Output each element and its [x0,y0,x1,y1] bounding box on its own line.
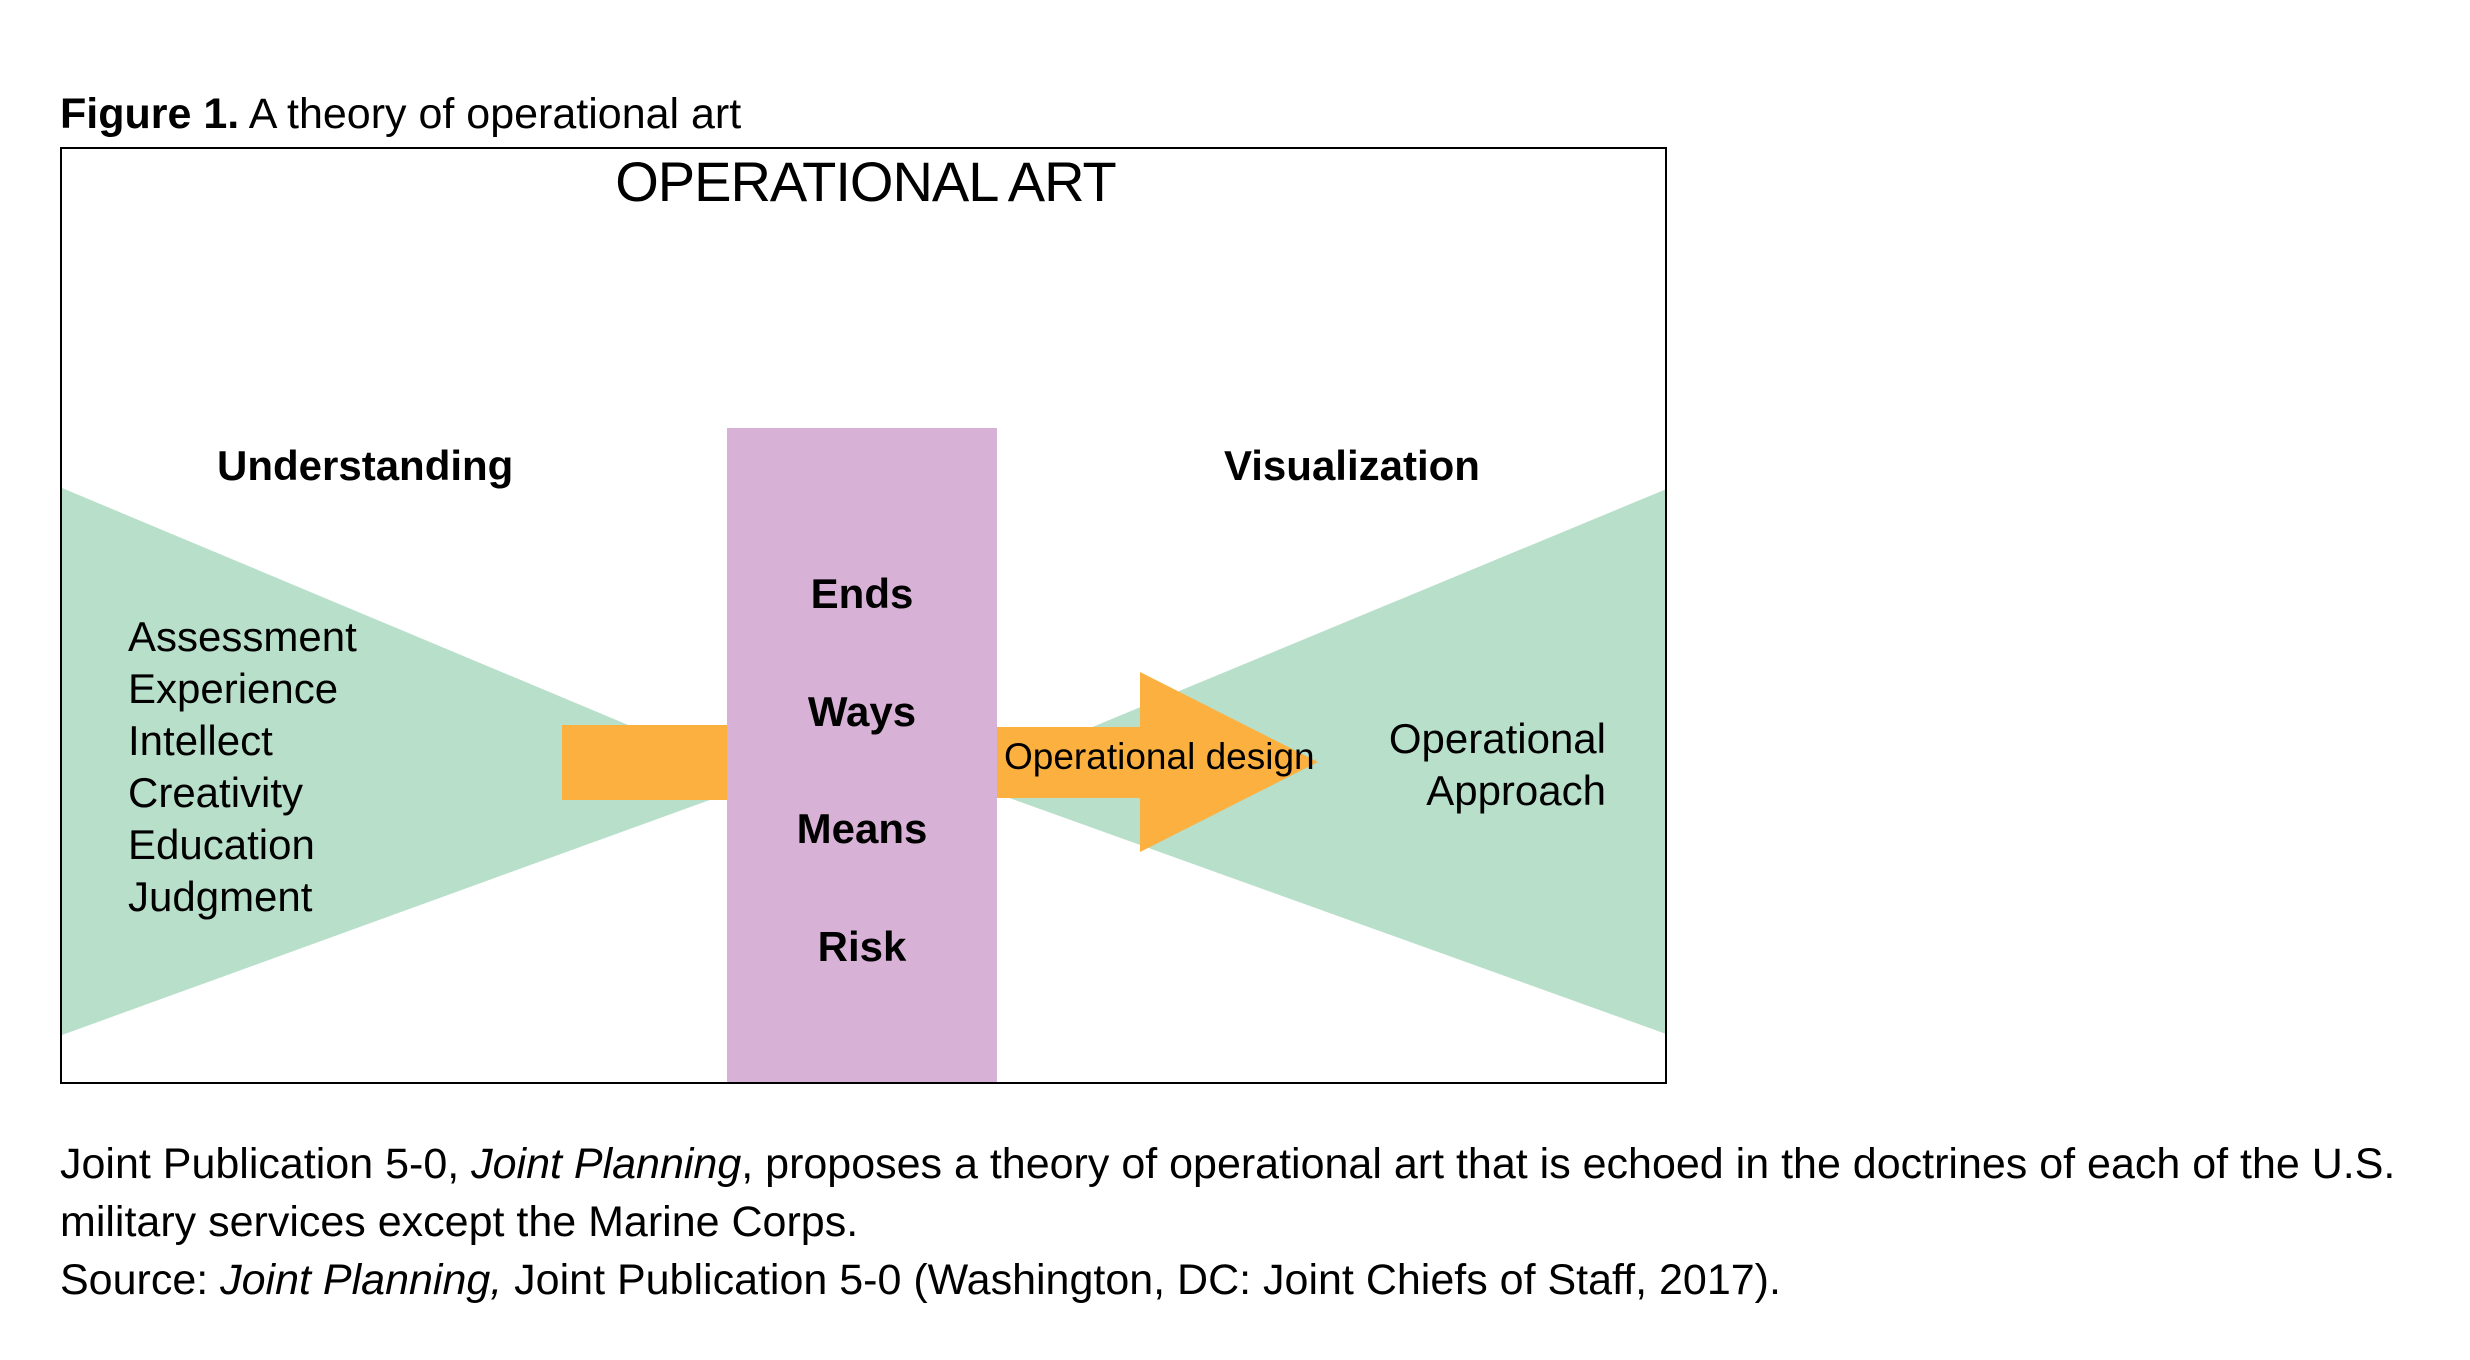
list-item: Assessment [128,613,357,660]
list-item: Means [796,805,928,852]
figure-caption [60,84,741,144]
list-item: Creativity [128,769,304,816]
list-item: Risk [817,922,907,970]
list-item: Education [128,821,315,868]
list-item: Ends [810,570,914,617]
figure-number: Figure 1. [60,90,240,138]
list-item: Experience [128,665,339,712]
publication-title: Joint Planning [471,1140,742,1188]
description-paragraph [60,1135,2440,1251]
input-arrow-bar [562,725,742,800]
ends-ways-means-list [727,569,997,1039]
source-line [60,1251,2440,1309]
text-run: Source: [60,1256,221,1304]
text-run: Joint Publication 5-0 (Washington, DC: Joint Chiefs of Staff, 2017). [502,1256,1781,1304]
list-item: Ways [807,687,917,735]
understanding-list [128,611,357,923]
operational-design-label: Operational design [1004,736,1315,777]
visualization-heading: Visualization [1224,442,1480,489]
text-run: , proposes a theory of operational art that is echoed in the doctrines of each of the U.S. military services except the Marine Corps. [60,1140,2396,1246]
diagram-title: OPERATIONAL ART [615,150,1116,213]
figure-caption-text: A theory of operational art [248,90,742,138]
list-item: Intellect [128,717,273,764]
text-run: Joint Publication 5-0, [60,1140,472,1188]
list-item: Judgment [128,873,313,920]
operational-approach-label [1389,713,1606,817]
understanding-heading: Understanding [217,442,514,489]
figure-notes [60,1135,2440,1309]
operational-art-diagram [60,147,1667,1084]
approach-line: Operational [1388,715,1606,762]
publication-title: Joint Planning, [220,1256,503,1304]
approach-line: Approach [1426,767,1606,814]
